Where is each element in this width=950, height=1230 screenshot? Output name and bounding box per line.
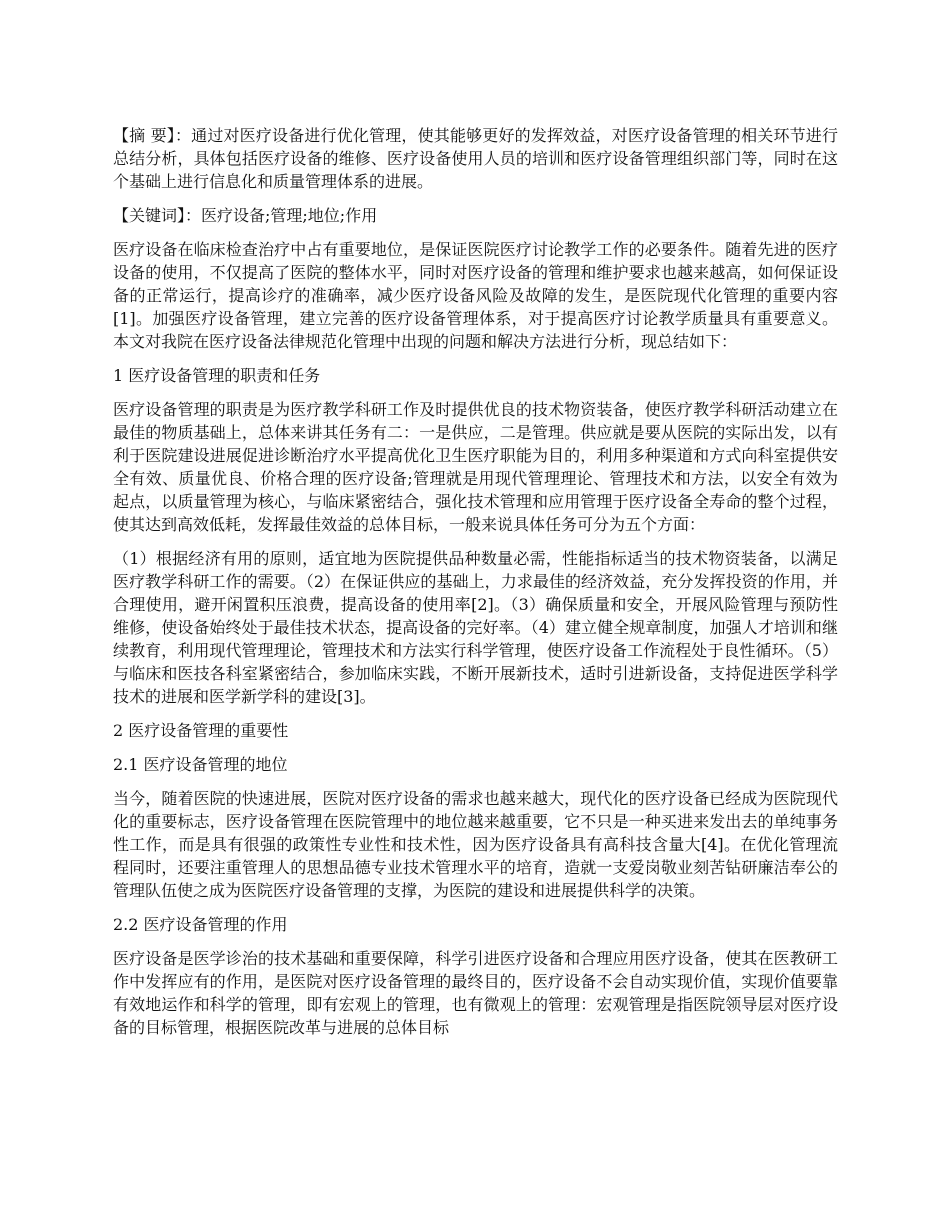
section-2-1-paragraph: 当今，随着医院的快速进展，医院对医疗设备的需求也越来越大，现代化的医疗设备已经成为医院现代化的重要标志，医疗设备管理在医院管理中的地位越来越重要，它不只是一种买进来发出去的单纯事务性工作，而是具有很强的政策性专业性和技术性，因为医疗设备具有高科技含量大[4]。在优化管理流程同时，还要注重管理人的思想品德专业技术管理水平的培育，造就一支爱岗敬业刻苦钻研廉洁奉公的管理队伍使之成为医院医疗设备管理的支撑，为医院的建设和进展提供科学的决策。	[113, 789, 838, 900]
keywords-label: 【关键词】	[113, 206, 186, 225]
section-2-heading: 2 医疗设备管理的重要性	[113, 721, 289, 740]
section-2-2-paragraph: 医疗设备是医学诊治的技术基础和重要保障，科学引进医疗设备和合理应用医疗设备，使其在医教研工作中发挥应有的作用，是医院对医疗设备管理的最终目的，医疗设备不会自动实现价值，实现价值要靠有效地运作和科学的管理，即有宏观上的管理，也有微观上的管理：宏观管理是指医院领导层对医疗设备的目标管理，根据医院改革与进展的总体目标	[113, 949, 838, 1037]
keywords-text: ：医疗设备;管理;地位;作用	[185, 206, 378, 225]
abstract-label: 【摘 要】	[113, 126, 175, 145]
abstract-paragraph	[113, 124, 838, 193]
abstract-text: ：通过对医疗设备进行优化管理，使其能够更好的发挥效益，对医疗设备管理的相关环节进行总结分析，具体包括医疗设备的维修、医疗设备使用人员的培训和医疗设备管理组织部门等，同时在这个基础上进行信息化和质量管理体系的进展。	[113, 126, 838, 191]
keywords-paragraph	[113, 204, 838, 227]
section-2-2-heading: 2.2 医疗设备管理的作用	[113, 915, 288, 934]
section-1-heading: 1 医疗设备管理的职责和任务	[113, 366, 321, 385]
section-2-1-heading: 2.1 医疗设备管理的地位	[113, 755, 288, 774]
section-1-paragraph-2: （1）根据经济有用的原则，适宜地为医院提供品种数量必需，性能指标适当的技术物资装备，以满足医疗教学科研工作的需要。（2）在保证供应的基础上，力求最佳的经济效益，充分发挥投资的作用，并合理使用，避开闲置积压浪费，提高设备的使用率[2]。（3）确保质量和安全，开展风险管理与预防性维修，使设备始终处于最佳技术状态，提高设备的完好率。（4）建立健全规章制度，加强人才培训和继续教育，利用现代管理理论，管理技术和方法实行科学管理，使医疗设备工作流程处于良性循环。（5）与临床和医技各科室紧密结合，参加临床实践，不断开展新技术，适时引进新设备，支持促进医学科学技术的进展和医学新学科的建设[3]。	[113, 549, 838, 706]
section-1-paragraph-1: 医疗设备管理的职责是为医疗教学科研工作及时提供优良的技术物资装备，使医疗教学科研活动建立在最佳的物质基础上，总体来讲其任务有二：一是供应，二是管理。供应就是要从医院的实际出发，以有利于医院建设进展促进诊断治疗水平提高优化卫生医疗职能为目的，利用多种渠道和方式向科室提供安全有效、质量优良、价格合理的医疗设备;管理就是用现代管理理论、管理技术和方法，以安全有效为起点，以质量管理为核心，与临床紧密结合，强化技术管理和应用管理于医疗设备全寿命的整个过程，使其达到高效低耗，发挥最佳效益的总体目标，一般来说具体任务可分为五个方面：	[113, 400, 838, 534]
intro-paragraph: 医疗设备在临床检查治疗中占有重要地位，是保证医院医疗讨论教学工作的必要条件。随着先进的医疗设备的使用，不仅提高了医院的整体水平，同时对医疗设备的管理和维护要求也越来越高，如何保证设备的正常运行，提高诊疗的准确率，减少医疗设备风险及故障的发生，是医院现代化管理的重要内容[1]。加强医疗设备管理，建立完善的医疗设备管理体系，对于提高医疗讨论教学质量具有重要意义。本文对我院在医疗设备法律规范化管理中出现的问题和解决方法进行分析，现总结如下：	[113, 240, 838, 351]
